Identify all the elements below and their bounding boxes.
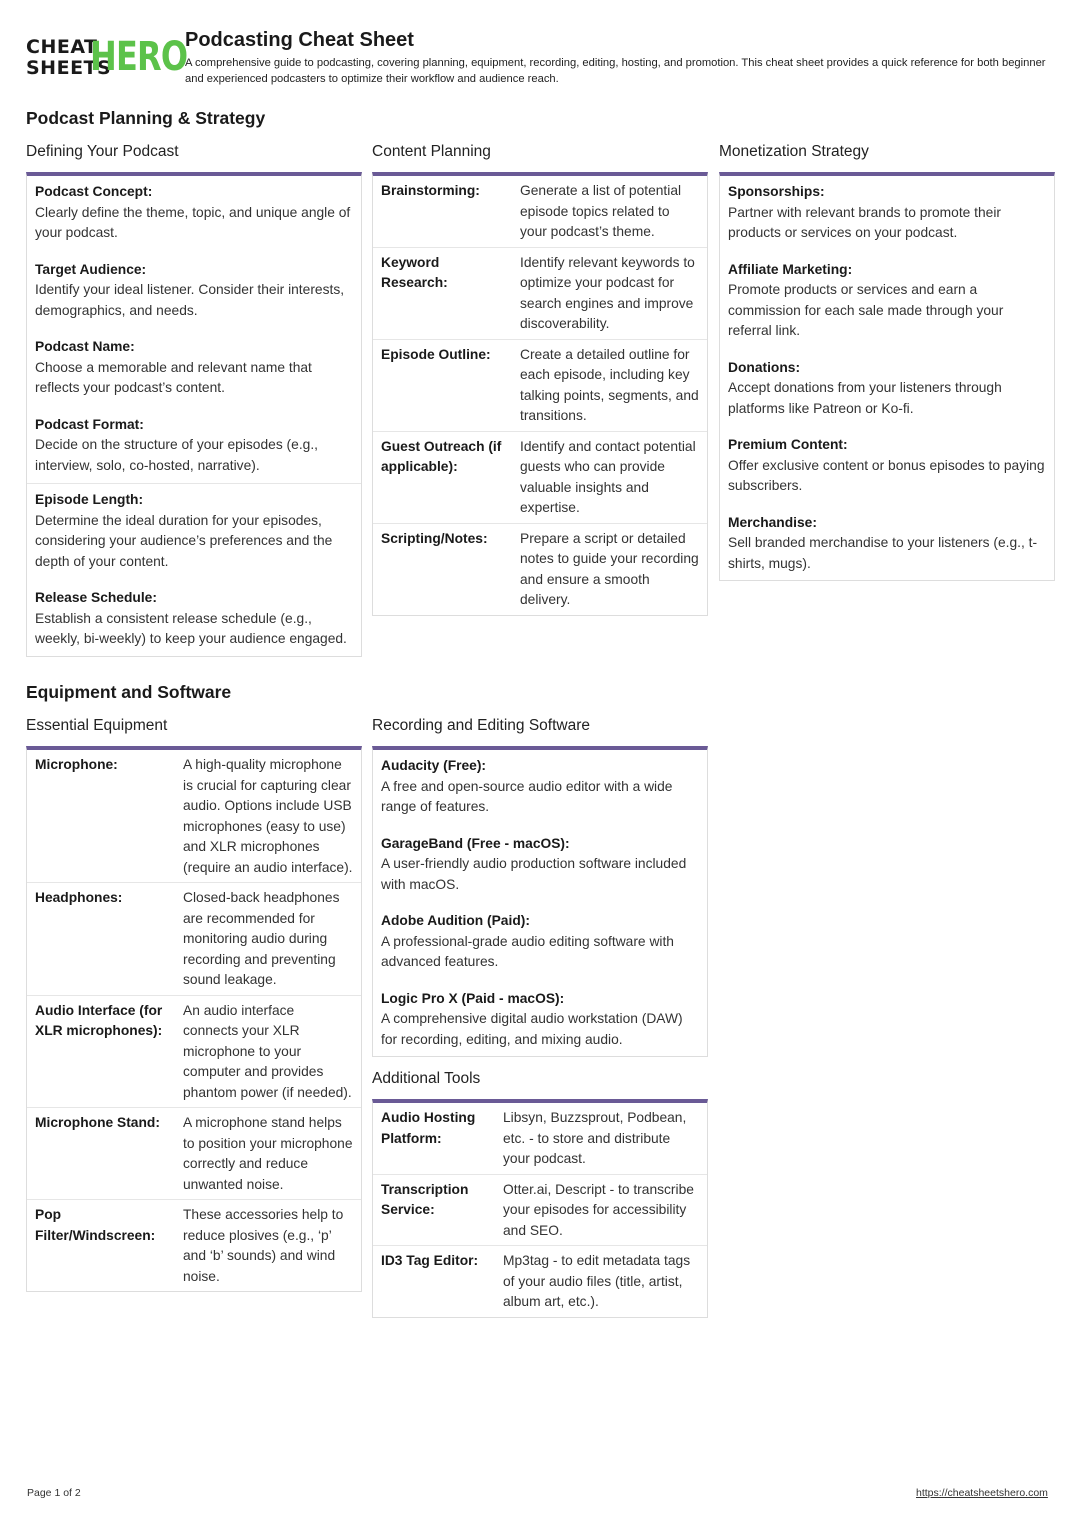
def-item [35,415,353,477]
def-desc: Promote products or services and earn a commission for each sale made through your referral link. [728,282,1004,338]
row-key: Transcription Service: [373,1174,495,1246]
row-value: Generate a list of potential episode topics related to your podcast’s theme. [520,183,682,239]
table-row [373,523,707,615]
monetization-card [719,172,1055,581]
page-title: Podcasting Cheat Sheet [185,29,414,51]
table-row [27,750,361,883]
table-row [27,1108,361,1200]
def-term: Audacity (Free): [381,758,487,773]
essential-equipment-table [27,750,361,1291]
def-term: Release Schedule: [35,590,157,605]
row-value: Identify and contact potential guests who can provide valuable insights and expertise. [512,431,707,523]
def-desc: A user-friendly audio production software included with macOS. [381,856,687,892]
def-term: Sponsorships: [728,184,825,199]
def-term: Premium Content: [728,437,848,452]
def-desc: Determine the ideal duration for your episodes, considering your audience’s preferences and the depth of your content. [35,512,333,569]
cheatsheetshero-logo[interactable] [26,34,188,80]
def-desc: Partner with relevant brands to promote their products or services on your podcast. [728,204,1002,240]
defining-podcast-title: Defining Your Podcast [26,143,179,160]
table-row [27,1200,361,1292]
def-term: Logic Pro X (Paid - macOS): [381,990,565,1006]
row-key: Microphone Stand: [27,1108,175,1200]
def-item [381,911,699,973]
def-desc: Offer exclusive content or bonus episodes to paying subscribers. [728,457,1045,493]
def-desc: Clearly define the theme, topic, and unique angle of your podcast. [35,204,351,240]
def-desc: A professional-grade audio editing software with advanced features. [381,933,674,969]
table-row [373,247,707,339]
row-value: A high-quality microphone is crucial for capturing clear audio. Options include USB microphones (easy to use) and XLR microphones (require an audio interface). [183,757,353,875]
header [26,28,1056,92]
defining-podcast-card [26,172,362,657]
def-term: Adobe Audition (Paid): [381,913,530,928]
row-key: Episode Outline: [373,339,512,431]
def-item [35,588,353,650]
section-title-equipment: Equipment and Software [26,682,232,702]
row-key: Headphones: [27,883,175,996]
def-item [728,260,1046,342]
def-desc: Decide on the structure of your episodes (e.g., interview, solo, co-hosted, narrative). [35,437,318,473]
def-item [728,358,1046,420]
row-key: ID3 Tag Editor: [373,1246,495,1317]
def-desc: Establish a consistent release schedule (e.g., weekly, bi-weekly) to keep your audience engaged. [35,610,347,646]
def-desc: Choose a memorable and relevant name that reflects your podcast’s content. [35,359,312,395]
table-row [373,339,707,431]
row-value: Otter.ai, Descript - to transcribe your episodes for accessibility and SEO. [495,1174,707,1246]
row-value: Create a detailed outline for each episode, including key talking points, segments, and transitions. [512,339,707,431]
table-row [373,431,707,523]
row-key: Audio Interface (for XLR microphones): [27,995,175,1108]
def-term: Target Audience: [35,261,147,277]
divider [27,483,361,484]
row-value: An audio interface connects your XLR microphone to your computer and provides phantom power (if needed). [175,995,361,1108]
table-row [373,1174,707,1246]
row-key: Pop Filter/Windscreen: [27,1200,175,1292]
table-row [27,883,361,996]
essential-equipment-card [26,746,362,1292]
def-desc: A free and open-source audio editor with a wide range of features. [381,778,673,814]
logo-word-hero: HERO [90,34,188,80]
content-planning-title: Content Planning [372,143,491,160]
content-planning-table [373,176,707,615]
additional-tools-table [373,1103,707,1317]
def-desc: A comprehensive digital audio workstation (DAW) for recording, editing, and mixing audio. [381,1011,683,1047]
def-term: Podcast Format: [35,416,144,432]
site-link[interactable]: https://cheatsheetshero.com [916,1487,1048,1499]
def-term: Podcast Concept: [35,184,153,199]
def-item [35,490,353,572]
logo-word-sheets: SHEETS [26,57,112,79]
def-item [728,435,1046,497]
table-row [373,1246,707,1317]
def-term: GarageBand (Free - macOS): [381,835,570,851]
def-item [35,260,353,322]
row-key: Scripting/Notes: [373,523,512,615]
essential-equipment-title: Essential Equipment [26,717,168,734]
row-value: Identify relevant keywords to optimize your podcast for search engines and improve discoverability. [512,247,707,339]
additional-tools-card [372,1099,708,1318]
row-key: Audio Hosting Platform: [381,1110,476,1146]
def-item [381,989,699,1051]
def-desc: Accept donations from your listeners through platforms like Patreon or Ko-fi. [728,380,1002,416]
row-key: Guest Outreach (if applicable): [373,431,512,523]
row-value: A microphone stand helps to position your microphone correctly and reduce unwanted noise. [175,1108,361,1200]
def-item [381,756,699,818]
recording-software-title: Recording and Editing Software [372,717,590,734]
def-item [381,834,699,896]
table-row [373,1103,707,1174]
def-item [728,182,1046,244]
row-value: Prepare a script or detailed notes to guide your recording and ensure a smooth delivery. [512,523,707,615]
section-title-planning: Podcast Planning & Strategy [26,108,266,128]
table-row [27,995,361,1108]
def-term: Donations: [728,359,801,375]
page-description: A comprehensive guide to podcasting, covering planning, equipment, recording, editing, hosting, and promotion. This cheat sheet provides a quick reference for both beginner and experienced podcasters to optimize their workflow and audience reach. [185,57,1046,85]
row-key: Microphone: [35,757,118,772]
logo-word-cheat: CHEAT [26,36,98,58]
content-planning-card [372,172,708,616]
def-item [35,337,353,399]
table-row [373,176,707,247]
def-desc: Sell branded merchandise to your listeners (e.g., t-shirts, mugs). [728,535,1038,571]
def-desc: Identify your ideal listener. Consider their interests, demographics, and needs. [35,282,345,318]
page-number: Page 1 of 2 [27,1487,81,1499]
row-value: Mp3tag - to edit metadata tags of your audio files (title, artist, album art, etc.). [495,1246,707,1317]
row-value: Libsyn, Buzzsprout, Podbean, etc. - to store and distribute your podcast. [503,1110,687,1166]
additional-tools-title: Additional Tools [372,1070,481,1087]
def-term: Merchandise: [728,514,817,530]
def-item [35,182,353,244]
def-item [728,513,1046,575]
def-term: Affiliate Marketing: [728,261,853,277]
row-value: Closed-back headphones are recommended for monitoring audio during recording and preventing sound leakage. [175,883,361,996]
def-term: Episode Length: [35,492,144,507]
row-value: These accessories help to reduce plosives (e.g., ‘p’ and ‘b’ sounds) and wind noise. [175,1200,361,1292]
monetization-title: Monetization Strategy [719,143,869,160]
def-term: Podcast Name: [35,339,135,354]
row-key: Keyword Research: [373,247,512,339]
recording-software-card [372,746,708,1057]
row-key: Brainstorming: [381,183,480,198]
